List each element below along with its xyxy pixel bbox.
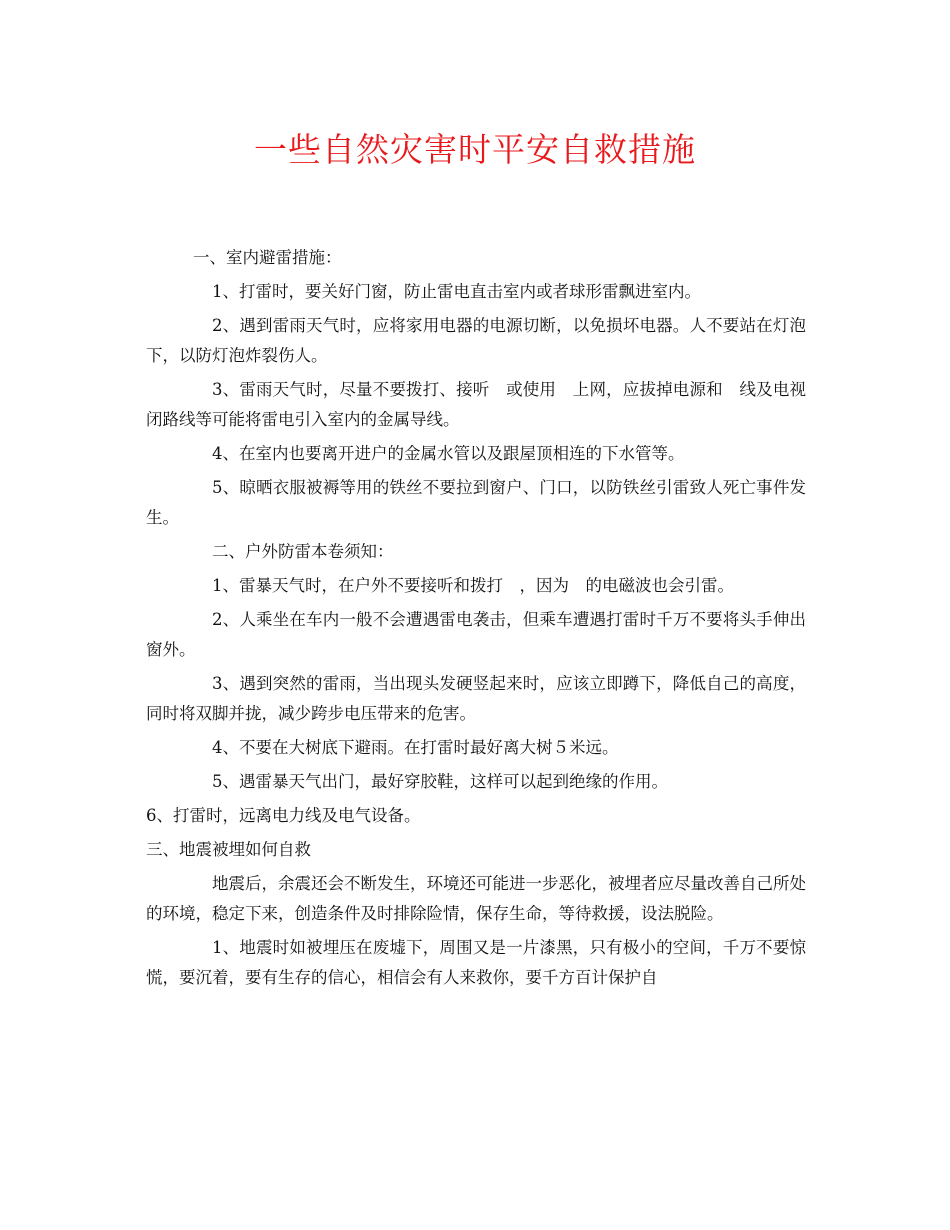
paragraph: 1、地震时如被埋压在废墟下，周围又是一片漆黑，只有极小的空间，千万不要惊慌，要沉着，要有生存的信心，相信会有人来救你，要千方百计保护自	[146, 938, 806, 987]
paragraph: 3、遇到突然的雷雨，当出现头发硬竖起来时，应该立即蹲下，降低自己的高度，同时将双脚并拢，减少跨步电压带来的危害。	[146, 674, 806, 723]
paragraph: 2、遇到雷雨天气时，应将家用电器的电源切断，以免损坏电器。人不要站在灯泡下，以防灯泡炸裂伤人。	[146, 316, 806, 365]
paragraph: 5、晾晒衣服被褥等用的铁丝不要拉到窗户、门口，以防铁丝引雷致人死亡事件发生。	[146, 478, 806, 527]
section-heading-indoor: 一、室内避雷措施：	[193, 248, 342, 267]
paragraph: 6、打雷时，远离电力线及电气设备。	[146, 806, 421, 825]
paragraph: 4、不要在大树底下避雨。在打雷时最好离大树５米远。	[212, 738, 619, 757]
paragraph: 地震后，余震还会不断发生，环境还可能进一步恶化，被埋者应尽量改善自己所处的环境，稳定下来，创造条件及时排除险情，保存生命，等待救援，设法脱险。	[146, 874, 806, 923]
paragraph: 3、雷雨天气时，尽量不要拨打、接听 或使用 上网，应拔掉电源和 线及电视闭路线等可能将雷电引入室内的金属导线。	[146, 380, 806, 429]
paragraph: 2、人乘坐在车内一般不会遭遇雷电袭击，但乘车遭遇打雷时千万不要将头手伸出窗外。	[146, 610, 806, 659]
document-title: 一些自然灾害时平安自救措施	[254, 130, 696, 169]
section-heading-earthquake: 三、地震被埋如何自救	[146, 840, 311, 859]
paragraph: 1、雷暴天气时，在户外不要接听和拨打 ，因为 的电磁波也会引雷。	[212, 576, 734, 595]
document-body	[146, 243, 806, 997]
section-heading-outdoor: 二、户外防雷本卷须知：	[212, 542, 394, 561]
paragraph: 1、打雷时，要关好门窗，防止雷电直击室内或者球形雷飘进室内。	[212, 282, 701, 301]
paragraph: 5、遇雷暴天气出门，最好穿胶鞋，这样可以起到绝缘的作用。	[212, 772, 668, 791]
paragraph: 4、在室内也要离开进户的金属水管以及跟屋顶相连的下水管等。	[212, 444, 685, 463]
